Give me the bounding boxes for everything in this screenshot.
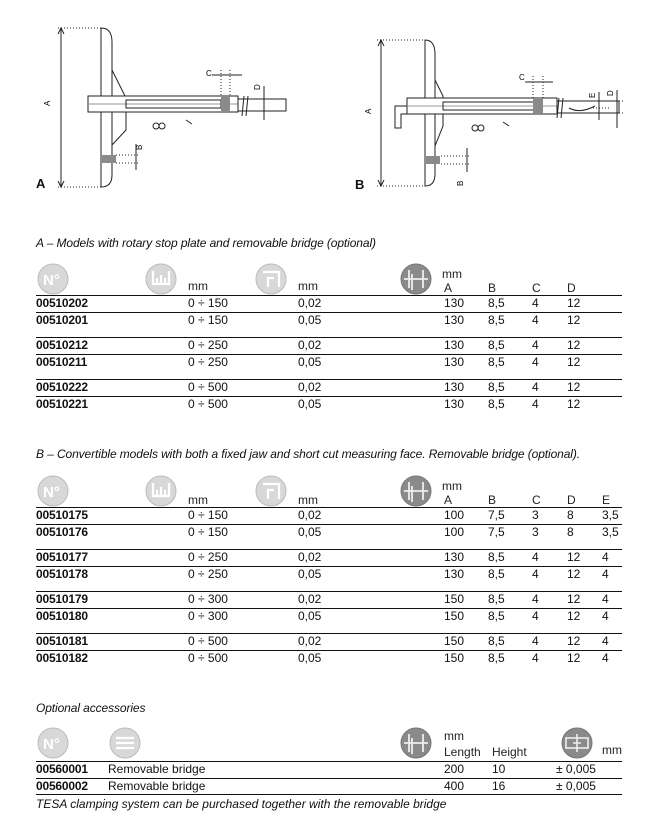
dim-e: 4 [602, 651, 609, 665]
part-number: 00510212 [36, 338, 88, 352]
resolution: 0,02 [298, 380, 322, 394]
measuring-range: 0 ÷ 300 [188, 592, 228, 606]
table-row [36, 296, 622, 310]
table-row [36, 508, 622, 522]
col-length: Length [444, 745, 481, 759]
dim-a: 150 [444, 609, 465, 623]
dim-e: 4 [602, 567, 609, 581]
dim-c: 4 [532, 592, 539, 606]
dim-a: 130 [444, 550, 465, 564]
resolution: 0,05 [298, 313, 322, 327]
height: 16 [492, 779, 506, 793]
dim-c: 4 [532, 338, 539, 352]
dimensions-icon [398, 474, 434, 508]
length: 400 [444, 779, 465, 793]
measuring-range: 0 ÷ 500 [188, 397, 228, 411]
resolution: 0,02 [298, 296, 322, 310]
table-row [36, 313, 622, 327]
height: 10 [492, 762, 506, 776]
part-number: 00510211 [36, 355, 88, 369]
figure-b-label: B [355, 177, 365, 192]
table-row [36, 550, 622, 564]
dim-d: 12 [567, 651, 581, 665]
accessories-header [36, 724, 622, 760]
tolerance: ± 0,005 [556, 779, 596, 793]
dim-d: 12 [567, 397, 581, 411]
res-unit: mm [298, 493, 318, 507]
resolution: 0,02 [298, 634, 322, 648]
dim-d: 12 [567, 338, 581, 352]
dim-e: 4 [602, 609, 609, 623]
dim-a: 130 [444, 397, 465, 411]
table-row [36, 779, 622, 793]
table-row [36, 525, 622, 539]
measuring-range: 0 ÷ 250 [188, 355, 228, 369]
dim-a: 100 [444, 508, 465, 522]
measuring-range: 0 ÷ 150 [188, 508, 228, 522]
part-number: 00510176 [36, 525, 88, 539]
accessories-title: Optional accessories [36, 701, 146, 715]
section-a-title: A – Models with rotary stop plate and removable bridge (optional) [36, 236, 376, 250]
dim-a: 150 [444, 634, 465, 648]
part-number: 00560001 [36, 762, 88, 776]
dim-c: 4 [532, 609, 539, 623]
dim-e: 4 [602, 592, 609, 606]
resolution-icon [254, 262, 288, 296]
dim-c: 4 [532, 313, 539, 327]
dim-c: 3 [532, 525, 539, 539]
measuring-range: 0 ÷ 250 [188, 567, 228, 581]
dim-d: 12 [567, 296, 581, 310]
dim-d: 8 [567, 508, 574, 522]
figure-b-drawing [355, 36, 630, 191]
dim-b: 8,5 [488, 651, 505, 665]
dim-e: 4 [602, 634, 609, 648]
col-c: C [532, 281, 541, 295]
dimensions-icon [398, 262, 434, 296]
dim-unit: mm [442, 479, 462, 493]
measuring-range: 0 ÷ 150 [188, 296, 228, 310]
table-row [36, 338, 622, 352]
dimensions-icon [398, 726, 434, 760]
flatness-icon [558, 726, 596, 760]
resolution: 0,05 [298, 397, 322, 411]
dim-c: 3 [532, 508, 539, 522]
dim-c: 4 [532, 397, 539, 411]
measuring-range: 0 ÷ 150 [188, 313, 228, 327]
dim-a: 150 [444, 651, 465, 665]
dim-d: 8 [567, 525, 574, 539]
tol-unit: mm [602, 743, 622, 757]
resolution: 0,02 [298, 592, 322, 606]
resolution: 0,02 [298, 550, 322, 564]
dim-e: 3,5 [602, 525, 619, 539]
col-height: Height [492, 745, 527, 759]
dim-b: 8,5 [488, 567, 505, 581]
dim-b: 8,5 [488, 609, 505, 623]
svg-text:N°: N° [43, 484, 60, 501]
description: Removable bridge [108, 762, 206, 776]
dim-c: 4 [532, 355, 539, 369]
table-row [36, 397, 622, 411]
dim-b: 7,5 [488, 508, 505, 522]
fig-b-dim-d: D [606, 90, 615, 96]
dim-c: 4 [532, 550, 539, 564]
fig-b-dim-b: B [456, 180, 465, 186]
dim-e: 3,5 [602, 508, 619, 522]
part-number: 00510182 [36, 651, 88, 665]
dim-a: 150 [444, 592, 465, 606]
dim-d: 12 [567, 355, 581, 369]
part-number: 00510175 [36, 508, 88, 522]
dim-d: 12 [567, 592, 581, 606]
resolution: 0,05 [298, 651, 322, 665]
section-b-title: B – Convertible models with both a fixed jaw and short cut measuring face. Removable bridge (optional). [36, 447, 580, 461]
dim-b: 8,5 [488, 634, 505, 648]
table-row [36, 592, 622, 606]
range-unit: mm [188, 493, 208, 507]
dim-b: 8,5 [488, 355, 505, 369]
measuring-range: 0 ÷ 500 [188, 651, 228, 665]
table-row [36, 567, 622, 581]
measuring-range: 0 ÷ 150 [188, 525, 228, 539]
table-row [36, 634, 622, 648]
dim-a: 130 [444, 313, 465, 327]
col-d: D [567, 281, 576, 295]
dim-a: 100 [444, 525, 465, 539]
dim-b: 8,5 [488, 296, 505, 310]
col-a: A [444, 281, 453, 295]
figure-a-label: A [36, 176, 46, 191]
resolution: 0,05 [298, 609, 322, 623]
resolution: 0,05 [298, 567, 322, 581]
dim-d: 12 [567, 313, 581, 327]
dim-b: 8,5 [488, 313, 505, 327]
fig-a-dim-c: C [206, 69, 212, 78]
dim-a: 130 [444, 355, 465, 369]
dim-unit: mm [442, 267, 462, 281]
dim-c: 4 [532, 567, 539, 581]
col-c: C [532, 493, 541, 507]
resolution: 0,02 [298, 338, 322, 352]
dim-b: 7,5 [488, 525, 505, 539]
part-number: 00510222 [36, 380, 88, 394]
dim-a: 130 [444, 567, 465, 581]
col-d: D [567, 493, 576, 507]
col-b: B [488, 493, 497, 507]
dim-c: 4 [532, 296, 539, 310]
col-e: E [602, 493, 611, 507]
dim-a: 130 [444, 296, 465, 310]
resolution: 0,05 [298, 355, 322, 369]
description: Removable bridge [108, 779, 206, 793]
resolution-icon [254, 474, 288, 508]
dim-d: 12 [567, 567, 581, 581]
part-number: 00510221 [36, 397, 88, 411]
part-number-icon [36, 474, 70, 508]
col-b: B [488, 281, 497, 295]
measuring-range-icon [144, 474, 178, 508]
description-icon [108, 726, 142, 760]
dim-b: 8,5 [488, 380, 505, 394]
table-row [36, 651, 622, 665]
dim-b: 8,5 [488, 338, 505, 352]
part-number: 00510181 [36, 634, 88, 648]
dim-d: 12 [567, 380, 581, 394]
part-number: 00510180 [36, 609, 88, 623]
section-b-header [36, 472, 622, 508]
svg-text:N°: N° [43, 736, 60, 753]
measuring-range: 0 ÷ 250 [188, 338, 228, 352]
dim-d: 12 [567, 634, 581, 648]
measuring-range: 0 ÷ 250 [188, 550, 228, 564]
dim-d: 12 [567, 609, 581, 623]
tolerance: ± 0,005 [556, 762, 596, 776]
resolution: 0,02 [298, 508, 322, 522]
part-number: 00560002 [36, 779, 88, 793]
table-row [36, 609, 622, 623]
fig-a-dim-a: A [43, 100, 52, 106]
measuring-range-icon [144, 262, 178, 296]
dim-c: 4 [532, 634, 539, 648]
row-rule [36, 794, 622, 795]
fig-a-dim-b: B [135, 144, 144, 150]
dim-a: 130 [444, 380, 465, 394]
range-unit: mm [188, 279, 208, 293]
dim-d: 12 [567, 550, 581, 564]
figure-a-drawing [36, 20, 296, 195]
part-number: 00510177 [36, 550, 88, 564]
col-a: A [444, 493, 453, 507]
dim-c: 4 [532, 651, 539, 665]
dim-c: 4 [532, 380, 539, 394]
accessories-note: TESA clamping system can be purchased together with the removable bridge [36, 797, 447, 811]
dim-e: 4 [602, 550, 609, 564]
part-number: 00510201 [36, 313, 88, 327]
part-number-icon [36, 726, 70, 760]
svg-text:N°: N° [43, 272, 60, 289]
res-unit: mm [298, 279, 318, 293]
part-number: 00510202 [36, 296, 88, 310]
dim-a: 130 [444, 338, 465, 352]
table-row [36, 380, 622, 394]
fig-b-dim-c: C [519, 73, 525, 82]
table-row [36, 355, 622, 369]
dim-b: 8,5 [488, 592, 505, 606]
fig-a-dim-d: D [253, 84, 262, 90]
resolution: 0,05 [298, 525, 322, 539]
fig-b-dim-a: A [364, 108, 373, 114]
section-a-header [36, 260, 622, 296]
part-number: 00510178 [36, 567, 88, 581]
dim-b: 8,5 [488, 550, 505, 564]
measuring-range: 0 ÷ 500 [188, 380, 228, 394]
fig-b-dim-e: E [588, 92, 597, 98]
dim-b: 8,5 [488, 397, 505, 411]
part-number-icon [36, 262, 70, 296]
table-row [36, 762, 622, 776]
measuring-range: 0 ÷ 500 [188, 634, 228, 648]
part-number: 00510179 [36, 592, 88, 606]
measuring-range: 0 ÷ 300 [188, 609, 228, 623]
acc-dim-unit: mm [444, 729, 464, 743]
length: 200 [444, 762, 465, 776]
